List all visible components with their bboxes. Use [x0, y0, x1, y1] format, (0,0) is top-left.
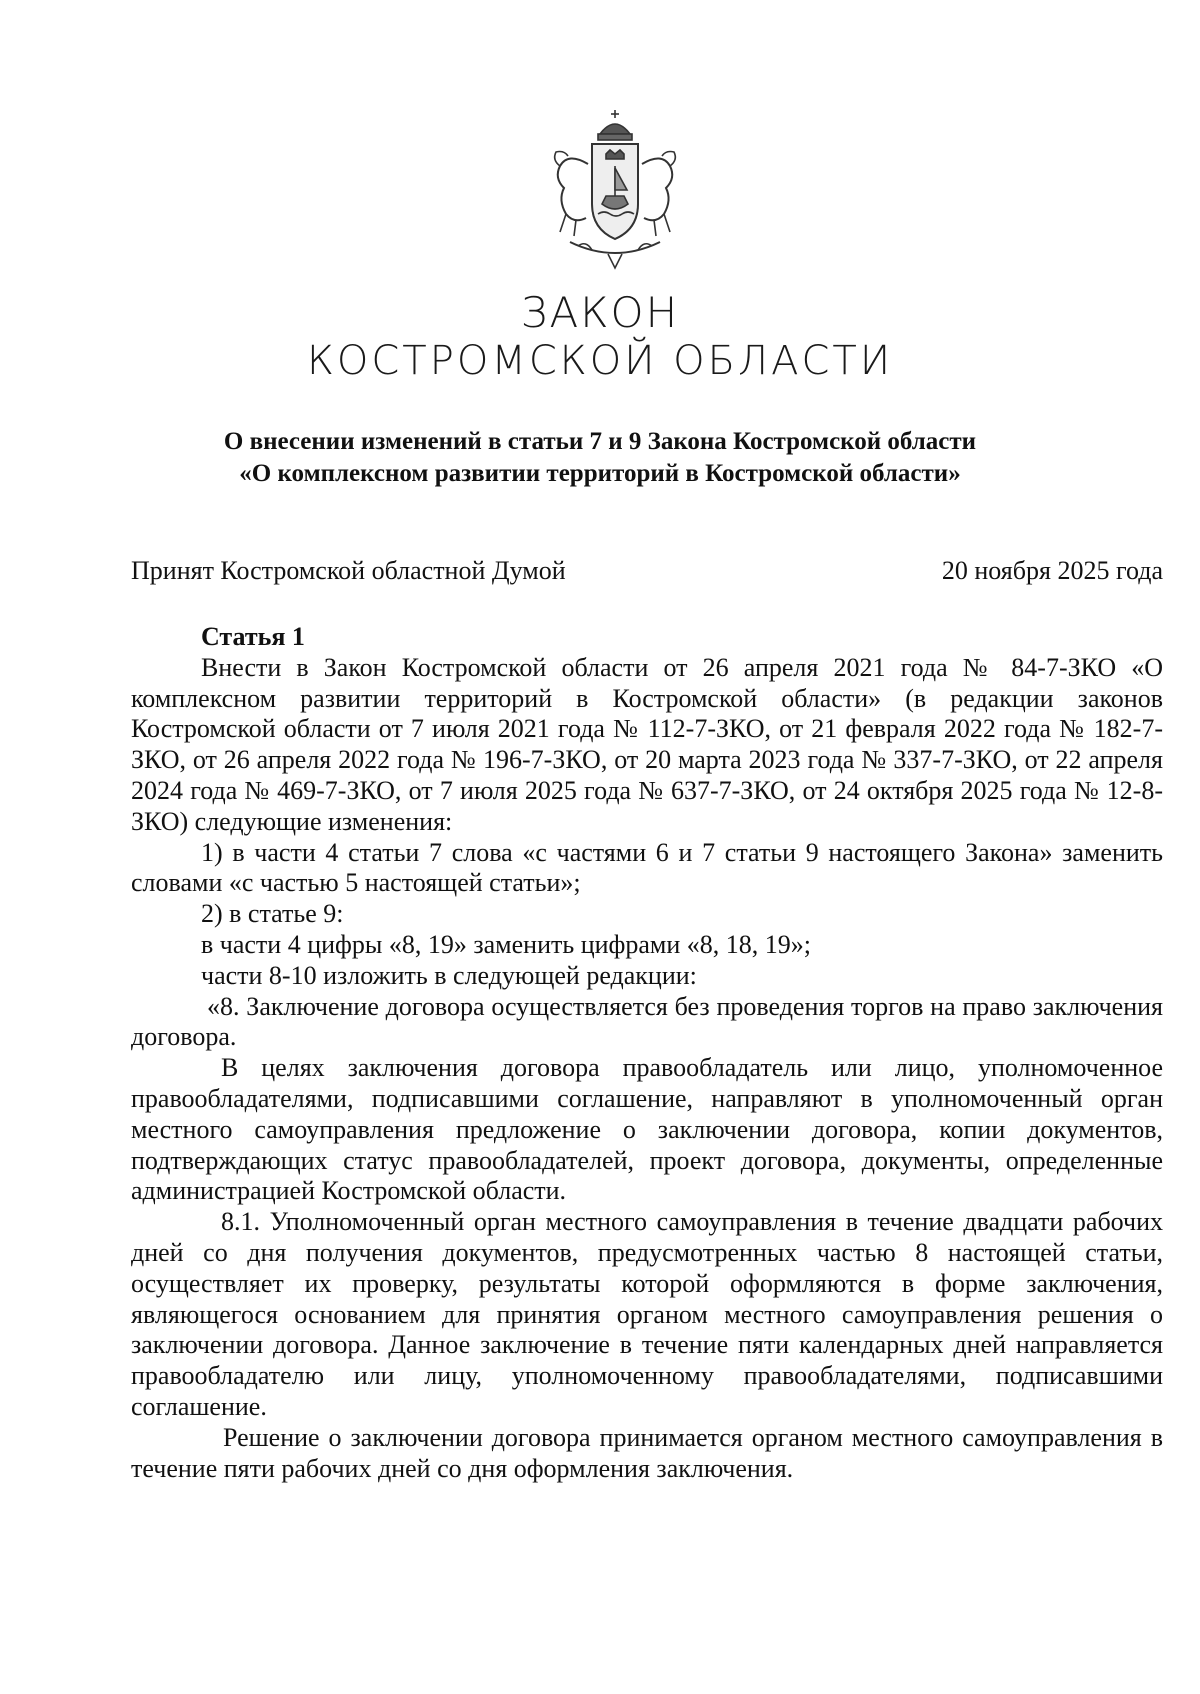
adoption-date: 20 ноября 2025 года [941, 556, 1163, 585]
document-subject [100, 426, 1100, 490]
adoption-row [131, 556, 1163, 586]
paragraph: 2) в статье 9: [201, 899, 344, 929]
adopted-by: Принят Костромской областной Думой [131, 556, 566, 585]
paragraph: «8. Заключение договора осуществляется без проведения торгов на право заключения договора. [131, 991, 1163, 1052]
paragraph: части 8-10 изложить в следующей редакции: [201, 960, 697, 990]
paragraph: 1) в части 4 статьи 7 слова «с частями 6 и 7 статьи 9 настоящего Закона» заменить словами «с частью 5 настоящей статьи»; [131, 837, 1163, 898]
paragraph: Внести в Закон Костромской области от 26 апреля 2021 года № 84-7-ЗКО «О комплексном развитии территорий в Костромской области» (в редакции законов Костромской области от 7 июля 2021 года № 112-7-ЗКО, от 21 февраля 2022 года № 182-7-ЗКО, от 26 апреля 2022 года № 196-7-ЗКО, от 20 марта 2023 года № 337-7-ЗКО, от 22 апреля 2024 года № 469-7-ЗКО, от 7 июля 2025 года № 637-7-ЗКО, от 24 октября 2025 года № 12-8-ЗКО) следующие изменения: [131, 652, 1163, 836]
paragraph: в части 4 цифры «8, 19» заменить цифрами «8, 18, 19»; [201, 929, 812, 959]
article-body [131, 622, 1163, 1484]
paragraph: 8.1. Уполномоченный орган местного самоуправления в течение двадцати рабочих дней со дня получения документов, предусмотренных частью 8 настоящей статьи, осуществляет их проверку, результаты которой оформляются в форме заключения, являющегося основанием для принятия органом местного самоуправления решения о заключении договора. Данное заключение в течение пяти календарных дней направляется правообладателю или лицу, уполномоченному правообладателями, подписавшими соглашение. [131, 1207, 1163, 1421]
region-title: КОСТРОМСКОЙ ОБЛАСТИ [306, 338, 894, 384]
paragraph: Решение о заключении договора принимается органом местного самоуправления в течение пяти рабочих дней со дня оформления заключения. [131, 1422, 1163, 1483]
law-title: ЗАКОН [520, 288, 680, 337]
subject-line: «О комплексном развитии территорий в Костромской области» [239, 460, 961, 487]
subject-line: О внесении изменений в статьи 7 и 9 Закона Костромской области [223, 428, 977, 455]
kostroma-coat-of-arms-icon [530, 104, 700, 274]
article-heading: Статья 1 [201, 622, 305, 651]
paragraph: В целях заключения договора правообладатель или лицо, уполномоченное правообладателями, подписавшими соглашение, направляют в уполномоченный орган местного самоуправления предложение о заключении договора, копии документов, подтверждающих статус правообладателей, проект договора, документы, определенные администрацией Костромской области. [131, 1053, 1163, 1206]
